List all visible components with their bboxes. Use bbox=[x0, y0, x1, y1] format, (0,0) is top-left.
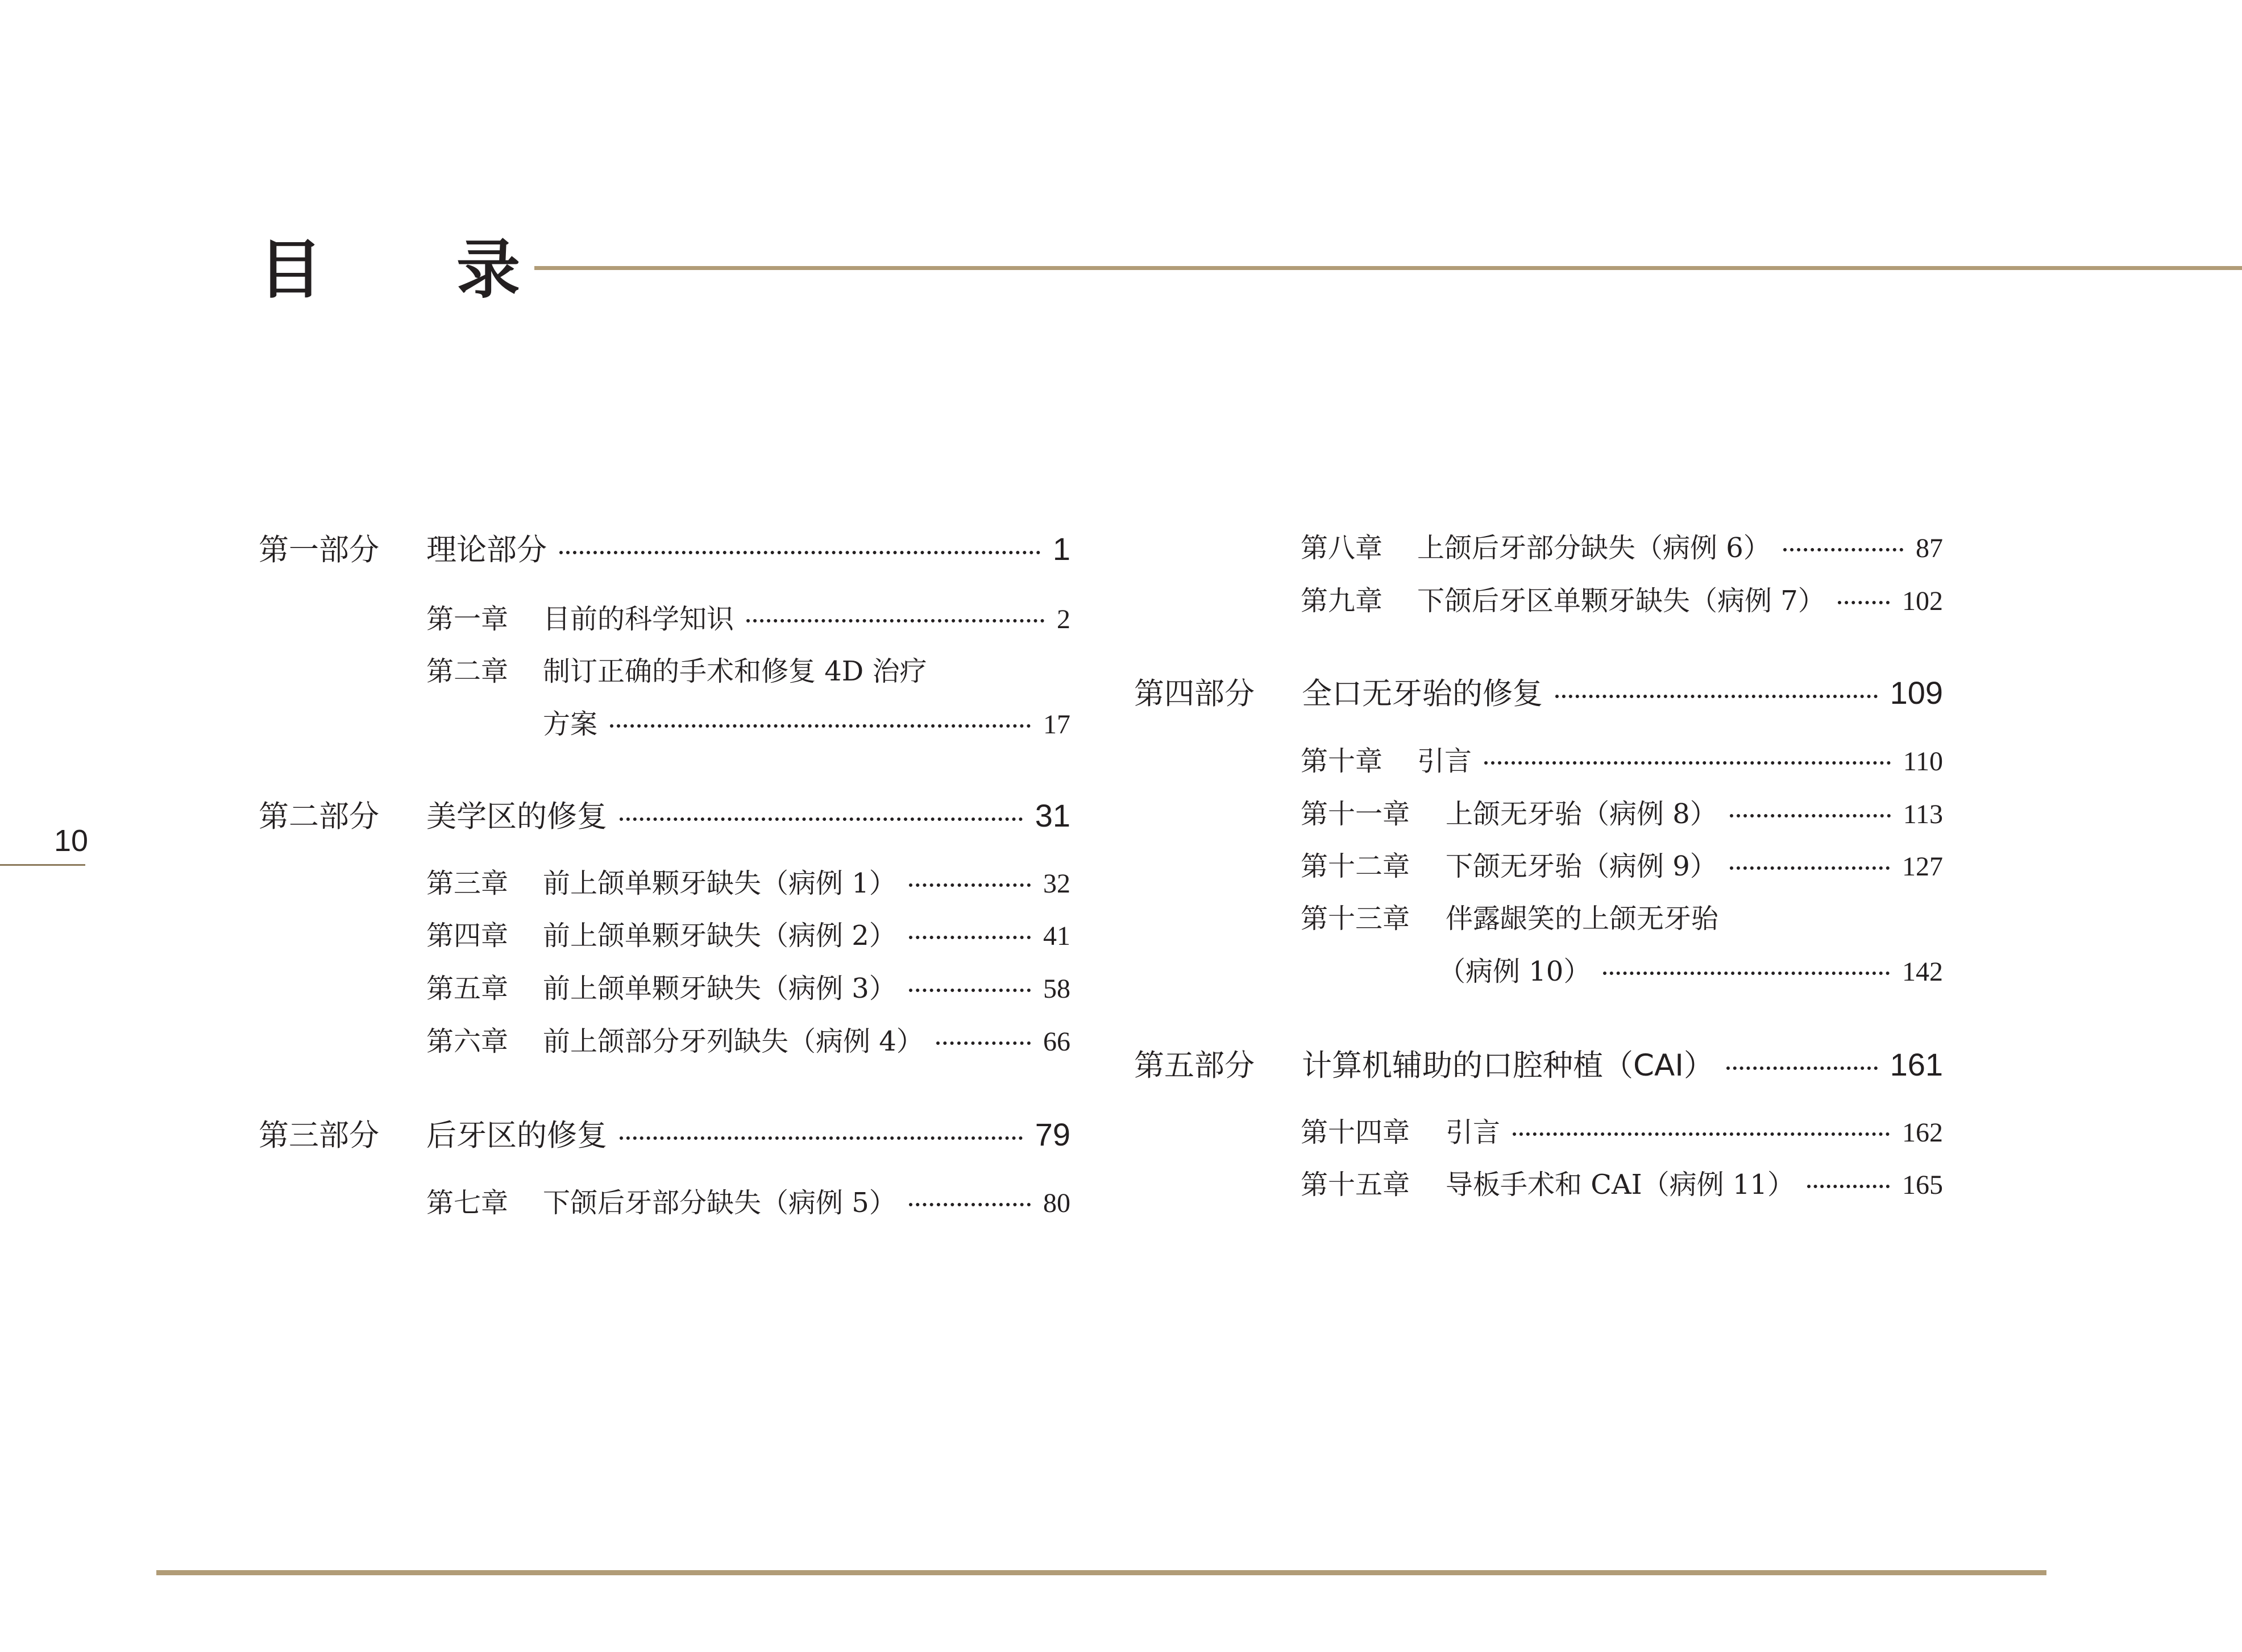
part-label: 第四部分 bbox=[1134, 676, 1255, 711]
chapter-label: 第四章 bbox=[426, 920, 509, 952]
part-title: 全口无牙骀的修复 bbox=[1302, 676, 1543, 711]
page-ref: 32 bbox=[1043, 869, 1070, 899]
chapter-title: 下颌后牙部分缺失（病例 5） bbox=[543, 1187, 896, 1219]
part-label: 第三部分 bbox=[259, 1118, 379, 1153]
page-title bbox=[259, 225, 520, 307]
dot-leader bbox=[620, 1136, 1023, 1140]
toc-chapter-15[interactable] bbox=[1301, 1163, 1943, 1202]
dot-leader bbox=[909, 989, 1031, 992]
chapter-title: 制订正确的手术和修复 4D 治疗 bbox=[543, 655, 927, 687]
part-label: 第二部分 bbox=[259, 799, 379, 834]
toc-chapter-8[interactable] bbox=[1301, 526, 1943, 565]
page-ref: 109 bbox=[1890, 675, 1943, 711]
bottom-rule bbox=[156, 1570, 2046, 1575]
page-ref: 79 bbox=[1035, 1116, 1070, 1152]
dot-leader bbox=[909, 936, 1031, 939]
toc-part-2[interactable] bbox=[259, 792, 1070, 836]
chapter-label: 第五章 bbox=[426, 973, 509, 1005]
dot-leader bbox=[1730, 866, 1890, 870]
dot-leader bbox=[1838, 601, 1890, 604]
chapter-label: 第十三章 bbox=[1301, 903, 1410, 935]
chapter-title: 前上颌部分牙列缺失（病例 4） bbox=[543, 1026, 924, 1057]
part-title: 美学区的修复 bbox=[426, 799, 607, 834]
toc-part-5[interactable] bbox=[1134, 1041, 1943, 1085]
toc-chapter-14[interactable] bbox=[1301, 1110, 1943, 1149]
chapter-label: 第三章 bbox=[426, 867, 509, 899]
page-ref: 80 bbox=[1043, 1188, 1070, 1218]
dot-leader bbox=[1726, 1066, 1878, 1070]
page-number-rule bbox=[0, 864, 85, 866]
chapter-title: 引言 bbox=[1446, 1116, 1501, 1148]
page-ref: 41 bbox=[1043, 921, 1070, 951]
chapter-title: 引言 bbox=[1417, 745, 1472, 777]
dot-leader bbox=[610, 724, 1031, 728]
chapter-title: 下颌无牙骀（病例 9） bbox=[1446, 850, 1717, 882]
page-ref: 161 bbox=[1890, 1047, 1943, 1082]
dot-leader bbox=[746, 619, 1044, 622]
part-label: 第五部分 bbox=[1134, 1048, 1255, 1083]
page-ref: 113 bbox=[1903, 799, 1943, 829]
chapter-title: 目前的科学知识 bbox=[543, 603, 734, 635]
toc-chapter-6[interactable] bbox=[426, 1019, 1070, 1059]
toc-part-4[interactable] bbox=[1134, 670, 1943, 713]
toc-chapter-7[interactable] bbox=[426, 1181, 1070, 1220]
chapter-title-continued: 方案 bbox=[543, 708, 598, 740]
dot-leader bbox=[1603, 972, 1890, 975]
page-ref: 1 bbox=[1052, 531, 1070, 567]
toc-chapter-9[interactable] bbox=[1301, 579, 1943, 618]
page-ref: 87 bbox=[1916, 533, 1943, 563]
dot-leader bbox=[620, 817, 1023, 821]
title-char-2: 录 bbox=[456, 233, 520, 307]
chapter-label: 第十二章 bbox=[1301, 850, 1410, 882]
chapter-label: 第一章 bbox=[426, 603, 509, 635]
page-number: 10 bbox=[54, 824, 89, 858]
page-ref: 17 bbox=[1043, 709, 1070, 740]
dot-leader bbox=[909, 1203, 1031, 1206]
dot-leader bbox=[1555, 695, 1878, 698]
part-title: 计算机辅助的口腔种植（CAI） bbox=[1302, 1048, 1714, 1083]
title-rule bbox=[534, 266, 2242, 270]
chapter-label: 第十五章 bbox=[1301, 1169, 1410, 1201]
page-ref: 31 bbox=[1035, 798, 1070, 833]
page-ref: 110 bbox=[1903, 746, 1943, 777]
chapter-title: 前上颌单颗牙缺失（病例 1） bbox=[543, 867, 896, 899]
toc-chapter-11[interactable] bbox=[1301, 792, 1943, 831]
toc-chapter-2[interactable] bbox=[426, 649, 1070, 688]
toc-part-1[interactable] bbox=[259, 526, 1070, 569]
chapter-label: 第九章 bbox=[1301, 585, 1383, 617]
chapter-label: 第二章 bbox=[426, 655, 509, 687]
page-ref: 162 bbox=[1902, 1118, 1943, 1148]
chapter-label: 第十四章 bbox=[1301, 1116, 1410, 1148]
chapter-title: 上颌后牙部分缺失（病例 6） bbox=[1417, 532, 1771, 564]
dot-leader bbox=[1807, 1185, 1890, 1188]
toc-chapter-3[interactable] bbox=[426, 861, 1070, 900]
chapter-label: 第十章 bbox=[1301, 745, 1383, 777]
chapter-title: 下颌后牙区单颗牙缺失（病例 7） bbox=[1417, 585, 1825, 617]
dot-leader bbox=[559, 551, 1040, 554]
page-ref: 102 bbox=[1902, 586, 1943, 616]
dot-leader bbox=[909, 883, 1031, 887]
chapter-label: 第十一章 bbox=[1301, 798, 1410, 830]
page-ref: 127 bbox=[1902, 852, 1943, 882]
dot-leader bbox=[1513, 1132, 1890, 1136]
part-label: 第一部分 bbox=[259, 533, 379, 567]
chapter-label: 第六章 bbox=[426, 1026, 509, 1057]
chapter-title: 前上颌单颗牙缺失（病例 3） bbox=[543, 973, 896, 1005]
toc-chapter-13-continued[interactable] bbox=[1438, 949, 1943, 989]
chapter-title: 前上颌单颗牙缺失（病例 2） bbox=[543, 920, 896, 952]
part-title: 后牙区的修复 bbox=[426, 1118, 607, 1153]
toc-chapter-13[interactable] bbox=[1301, 896, 1943, 936]
chapter-label: 第八章 bbox=[1301, 532, 1383, 564]
dot-leader bbox=[1783, 548, 1903, 551]
chapter-title: 导板手术和 CAI（病例 11） bbox=[1446, 1169, 1795, 1201]
toc-chapter-1[interactable] bbox=[426, 597, 1070, 636]
page-ref: 58 bbox=[1043, 974, 1070, 1004]
dot-leader bbox=[1484, 761, 1891, 765]
toc-chapter-10[interactable] bbox=[1301, 739, 1943, 778]
dot-leader bbox=[1730, 814, 1891, 817]
toc-chapter-12[interactable] bbox=[1301, 844, 1943, 883]
toc-chapter-4[interactable] bbox=[426, 914, 1070, 953]
page-ref: 165 bbox=[1902, 1170, 1943, 1200]
page-ref: 2 bbox=[1057, 604, 1070, 634]
part-title: 理论部分 bbox=[426, 533, 547, 567]
page-ref: 66 bbox=[1043, 1027, 1070, 1057]
toc-chapter-5[interactable] bbox=[426, 966, 1070, 1006]
toc-part-3[interactable] bbox=[259, 1111, 1070, 1155]
chapter-title: 伴露龈笑的上颌无牙骀 bbox=[1446, 903, 1719, 935]
page-ref: 142 bbox=[1902, 957, 1943, 987]
dot-leader bbox=[936, 1041, 1031, 1045]
title-char-1: 目 bbox=[259, 233, 322, 307]
chapter-label: 第七章 bbox=[426, 1187, 509, 1219]
chapter-title-continued: （病例 10） bbox=[1438, 956, 1591, 987]
chapter-title: 上颌无牙骀（病例 8） bbox=[1446, 798, 1717, 830]
toc-chapter-2-continued[interactable] bbox=[543, 702, 1070, 741]
